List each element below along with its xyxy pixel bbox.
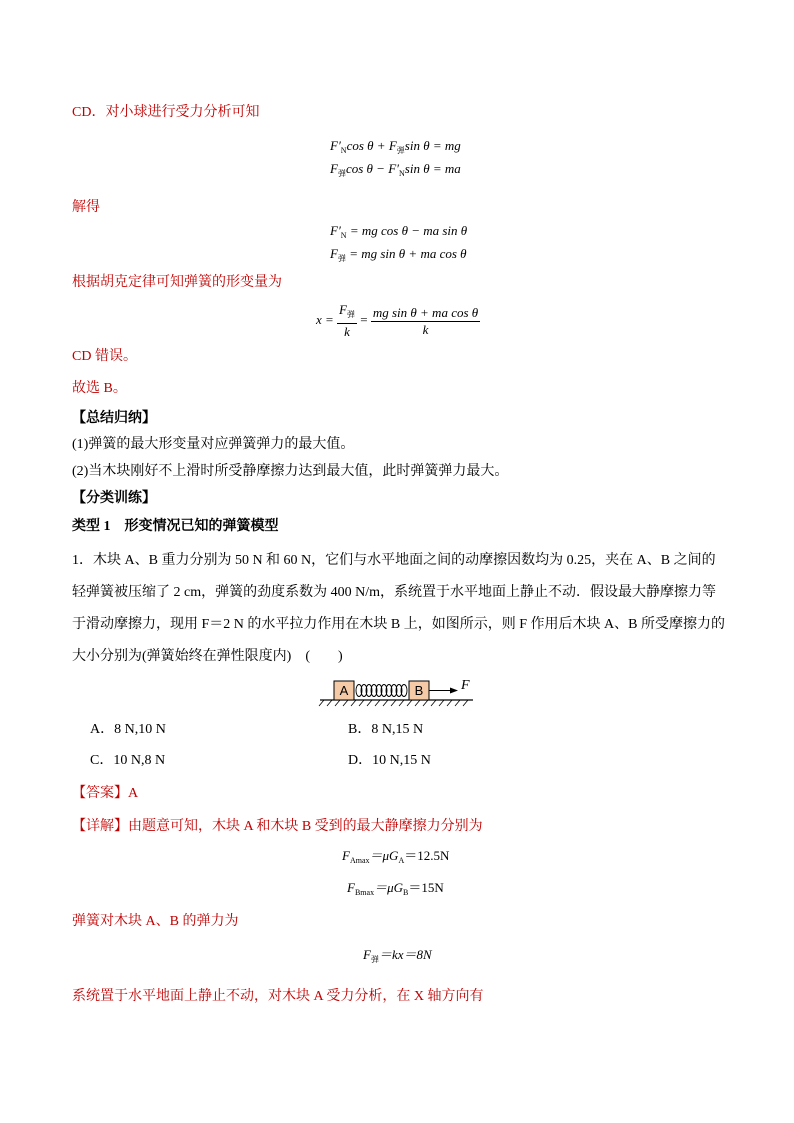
- eq4-rest-a: = mg sin θ + ma cos θ: [345, 246, 467, 261]
- eq7-value: ＝15N: [408, 880, 444, 895]
- summary-point-1: (1)弹簧的最大形变量对应弹簧弹力的最大值。: [72, 437, 355, 452]
- eq5-fraction-1: [337, 302, 357, 340]
- eq8-sub: 弹: [370, 955, 379, 964]
- paragraph-hooke: 根据胡克定律可知弹簧的形变量为: [72, 275, 282, 290]
- detail-text: 由题意可知，木块 A 和木块 B 受到的最大静摩擦力分别为: [128, 819, 483, 834]
- eq5-fraction-2: [371, 305, 480, 338]
- question-1-line-3: 于滑动摩擦力，现用 F＝2 N 的水平拉力作用在木块 B 上，如图所示，则 F 作用后木块 A、B 所受摩擦力的: [72, 617, 725, 632]
- eq5-den2: k: [422, 321, 429, 337]
- spring-blocks-figure: [318, 676, 478, 710]
- section-training-heading: 【分类训练】: [72, 491, 156, 506]
- eq1-term-b: F: [388, 138, 397, 153]
- question-1-line-2: 轻弹簧被压缩了 2 cm，弹簧的劲度系数为 400 N/m，系统置于水平地面上静止不动．假设最大静摩擦力等: [72, 585, 716, 600]
- option-a: A．8 N,10 N: [90, 722, 166, 737]
- block-b-label: B: [414, 683, 424, 698]
- eq2-rest-a: cos θ −: [345, 161, 389, 176]
- summary-point-2: (2)当木块刚好不上滑时所受静摩擦力达到最大值，此时弹簧弹力最大。: [72, 464, 509, 479]
- equation-8: [363, 946, 432, 969]
- eq1-rest-b: sin θ = mg: [404, 138, 461, 153]
- type-1-heading: 类型 1 形变情况已知的弹簧模型: [72, 519, 279, 534]
- block-a-label: A: [339, 683, 349, 698]
- option-c: C．10 N,8 N: [90, 753, 166, 768]
- eq6-value: ＝12.5N: [404, 848, 450, 863]
- eq6-term: F: [342, 848, 350, 863]
- eq8-rest: ＝kx＝8N: [378, 947, 432, 962]
- eq7-rest: ＝μG: [374, 880, 403, 895]
- equation-3: [330, 222, 467, 245]
- eq2-sub-a: 弹: [337, 169, 346, 178]
- eq4-term-a: F: [330, 246, 338, 261]
- eq7-sub: Bmax: [354, 888, 375, 897]
- eq4-sub-a: 弹: [337, 254, 346, 263]
- answer-line: [72, 785, 138, 803]
- eq2-term-a: F: [330, 161, 338, 176]
- detail-tag: 【详解】: [72, 819, 128, 834]
- spring: [356, 685, 407, 697]
- eq1-sub-a: N: [340, 146, 347, 155]
- detail-line: [72, 818, 483, 836]
- option-d: D．10 N,15 N: [348, 753, 431, 768]
- eq5-num2: mg sin θ + ma cos θ: [372, 304, 479, 320]
- paragraph-cd-analysis: CD．对小球进行受力分析可知: [72, 105, 260, 120]
- eq5-den1: k: [344, 324, 350, 339]
- eq1-term-a: F′: [330, 138, 341, 153]
- equation-4: [330, 245, 467, 268]
- equation-6: [342, 847, 449, 870]
- eq6-rest-sub: A: [398, 856, 405, 865]
- equation-2: [330, 160, 461, 183]
- paragraph-x-axis: 系统置于水平地面上静止不动，对木块 A 受力分析，在 X 轴方向有: [72, 989, 484, 1004]
- option-b: B．8 N,15 N: [348, 722, 424, 737]
- equation-5: [316, 302, 480, 340]
- eq6-sub: Amax: [349, 856, 370, 865]
- eq2-term-b: F′: [388, 161, 399, 176]
- paragraph-solve: 解得: [72, 200, 100, 215]
- force-arrow-head: [450, 688, 458, 694]
- section-summary-heading: 【总结归纳】: [72, 411, 156, 426]
- eq5-num1: F: [339, 302, 347, 317]
- paragraph-cd-wrong: CD 错误。: [72, 349, 137, 364]
- force-label: F: [461, 678, 470, 693]
- eq3-rest-a: = mg cos θ − ma sin θ: [346, 223, 468, 238]
- question-1-line-1: 1．木块 A、B 重力分别为 50 N 和 60 N，它们与水平地面之间的动摩擦因数均为 0.25，夹在 A、B 之间的: [72, 553, 716, 568]
- eq1-sub-b: 弹: [396, 146, 405, 155]
- eq3-sub-a: N: [340, 231, 347, 240]
- eq7-term: F: [347, 880, 355, 895]
- eq2-rest-b: sin θ = ma: [404, 161, 461, 176]
- equation-1: [330, 137, 461, 160]
- answer-tag: 【答案】: [72, 786, 128, 801]
- answer-value: A: [128, 786, 139, 801]
- eq5-num1-sub: 弹: [347, 310, 355, 319]
- question-1-line-4: 大小分别为(弹簧始终在弹性限度内) ( ): [72, 649, 343, 664]
- eq8-term: F: [363, 947, 371, 962]
- ground-hatching: [319, 700, 468, 706]
- eq1-rest-a: cos θ +: [346, 138, 389, 153]
- eq3-term-a: F′: [330, 223, 341, 238]
- eq5-equals: =: [357, 311, 371, 327]
- eq2-sub-b: N: [399, 169, 405, 178]
- paragraph-spring-force: 弹簧对木块 A、B 的弹力为: [72, 914, 239, 929]
- eq7-rest-sub: B: [402, 888, 409, 897]
- paragraph-choose-b: 故选 B。: [72, 381, 127, 396]
- eq5-x: x =: [316, 311, 338, 327]
- eq6-rest: ＝μG: [369, 848, 399, 863]
- equation-7: [347, 879, 444, 902]
